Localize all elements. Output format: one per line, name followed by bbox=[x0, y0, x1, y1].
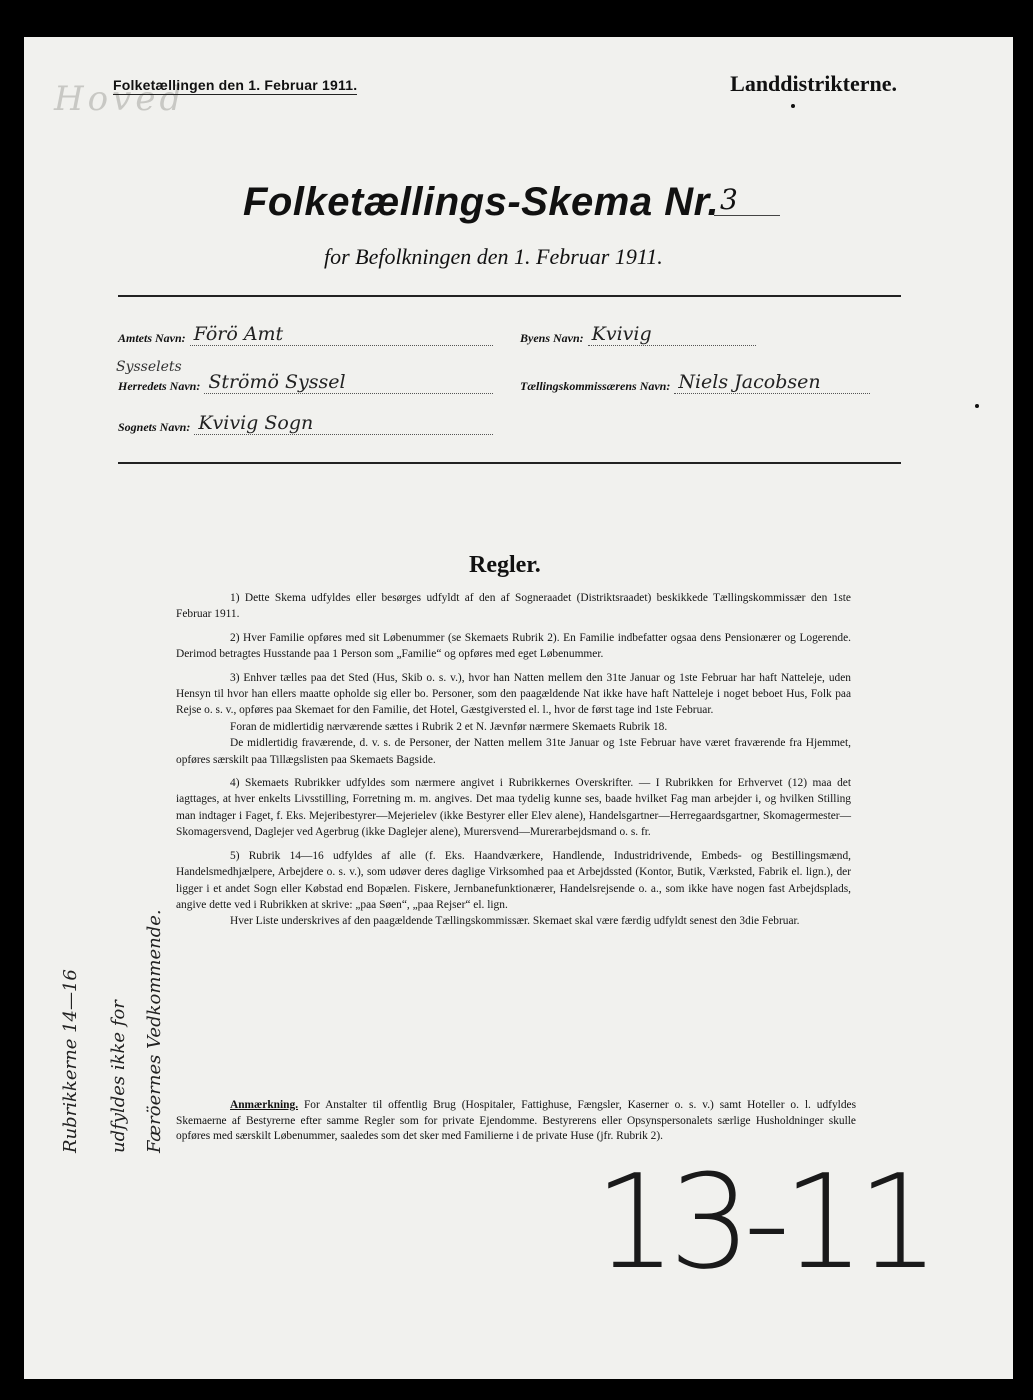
amt-label: Amtets Navn: bbox=[118, 331, 186, 345]
margin-note-line-3: Færöernes Vedkommende. bbox=[144, 909, 165, 1153]
header-census-date: Folketællingen den 1. Februar 1911. bbox=[113, 77, 358, 93]
herred-handwritten-note: Sysselets bbox=[116, 359, 182, 375]
rule-5: 5) Rubrik 14—16 udfyldes af alle (f. Eks. Haandværkere, Handlende, Industridrivende, Embeds- og Bestillingsmænd, Handelsmedhjælpere, Arbejdere o. s. v.), som udøver deres daglige Virksomhed paa et Arbejdssted (Kontor, Butik, Værksted, Fabrik el. lign.), der ligger i et andet Sogn eller Købstad end Bopælen. Fiskere, Jernbanefunktionærer, Handelsrejsende o. a., som ikke have nogen fast Arbejdsplads, angive dette ved i Rubrikken at skrive: „paa Søen“, „paa Rejser“ el. lign. bbox=[176, 849, 851, 911]
top-divider bbox=[118, 295, 901, 297]
herred-field bbox=[118, 371, 493, 394]
rule-4: 4) Skemaets Rubrikker udfyldes som nærmere angivet i Rubrikkernes Overskrifter. — I Rubrikken for Erhvervet (12) maa det iagttages, at hver enkelts Livsstilling, Forretning m. m. angives. Det maa tydelig kunne ses, baade hvilket Fag man arbejder i, og hvilken Stilling man indtager i Faget, f. Eks. Mejeribestyrer—Mejerielev (ikke Bestyrer eller Elev alene), Handelsgartner—Herregaardsgartner, Skomagermester—Skomagersvend, Daglejer ved Agerbrug (ikke Daglejer alene), Murersvend—Murerarbejdsmand o. s. fr. bbox=[176, 777, 851, 839]
byens-label: Byens Navn: bbox=[520, 331, 584, 345]
sogn-field bbox=[118, 412, 493, 435]
handwritten-archive-number: 13-11 bbox=[594, 1146, 932, 1298]
sogn-value: Kvivig Sogn bbox=[194, 412, 493, 435]
print-dot bbox=[791, 104, 795, 108]
kommissaer-label: Tællingskommissærens Navn: bbox=[520, 379, 671, 393]
rule-5-signature: Hver Liste underskrives af den paagældende Tællingskommissær. Skemaet skal være færdig udfyldt senest den 3die Februar. bbox=[230, 915, 800, 928]
annotation-text: For Anstalter til offentlig Brug (Hospitaler, Fattighuse, Fængsler, Kaserner o. s. v.) samt Hoteller o. l. udfyldes Skemaerne af Bestyrerne efter samme Regler som for private Ejendomme. Bestyrerens eller Opsynspersonalets særlige Husholdninger skulle opføres med særskilt Løbenummer, saaledes som det sker med Familierne i de private Huse (jfr. Rubrik 2). bbox=[176, 1099, 856, 1142]
rule-3: 3) Enhver tælles paa det Sted (Hus, Skib o. s. v.), hvor han Natten mellem den 31te Januar og 1ste Februar har haft Natteleje, uden Hensyn til hvor han ellers maatte opholde sig eller bo. Personer, som den paagældende Nat ikke have haft Natteleje i noget beboet Hus, Folk paa Rejse o. s. v., opføres paa Skemaet for den Familie, det Hotel, Gæstgiversted el. l., hvor de først tage ind 1ste Februar. bbox=[176, 671, 851, 717]
form-title: Folketællings-Skema Nr. bbox=[243, 180, 720, 224]
kommissaer-value: Niels Jacobsen bbox=[674, 371, 870, 394]
annotation-block bbox=[176, 1098, 856, 1145]
rules-heading: Regler. bbox=[469, 552, 541, 578]
faint-stamp-mark: Hoved bbox=[54, 79, 186, 119]
byens-field bbox=[520, 323, 756, 346]
byens-value: Kvivig bbox=[588, 323, 756, 346]
annotation-label: Anmærkning. bbox=[230, 1099, 299, 1111]
bottom-divider bbox=[118, 462, 901, 464]
margin-note-line-1: Rubrikkerne 14—16 bbox=[60, 969, 81, 1153]
amt-value: Förö Amt bbox=[190, 323, 493, 346]
rule-2: 2) Hver Familie opføres med sit Løbenummer (se Skemaets Rubrik 2). En Familie indbefatter ogsaa dens Pensionærer og Logerende. Derimod betragtes Husstande paa 1 Person som „Familie“ og opføres med eget Løbenummer. bbox=[176, 631, 851, 661]
census-form-page bbox=[24, 37, 1013, 1379]
rule-1: 1) Dette Skema udfyldes eller besørges udfyldt af den af Sogneraadet (Distriktsraadet) beskikkede Tællingskommissær den 1ste Februar 1911. bbox=[176, 592, 851, 621]
form-subtitle: for Befolkningen den 1. Februar 1911. bbox=[324, 244, 663, 269]
amt-field bbox=[118, 323, 493, 346]
rules-text bbox=[176, 590, 851, 937]
herred-label: Herredets Navn: bbox=[118, 379, 201, 393]
header-district: Landdistrikterne. bbox=[730, 71, 897, 96]
rule-3-note-n: Foran de midlertidig nærværende sættes i Rubrik 2 et N. Jævnfør nærmere Skemaets Rubrik 18. bbox=[230, 720, 668, 733]
sogn-label: Sognets Navn: bbox=[118, 420, 191, 434]
form-number: 3 bbox=[714, 185, 780, 216]
rule-3-note-absent: De midlertidig fraværende, d. v. s. de Personer, der Natten mellem 31te Januar og 1ste Februar have været fraværende fra Hjemmet, opføres særskilt paa Tillægslisten paa Skemaets Bagside. bbox=[176, 737, 851, 766]
kommissaer-field bbox=[520, 371, 870, 394]
margin-dot bbox=[975, 404, 979, 408]
herred-value: Strömö Syssel bbox=[204, 371, 493, 394]
margin-note-line-2: udfyldes ikke for bbox=[108, 1000, 129, 1153]
